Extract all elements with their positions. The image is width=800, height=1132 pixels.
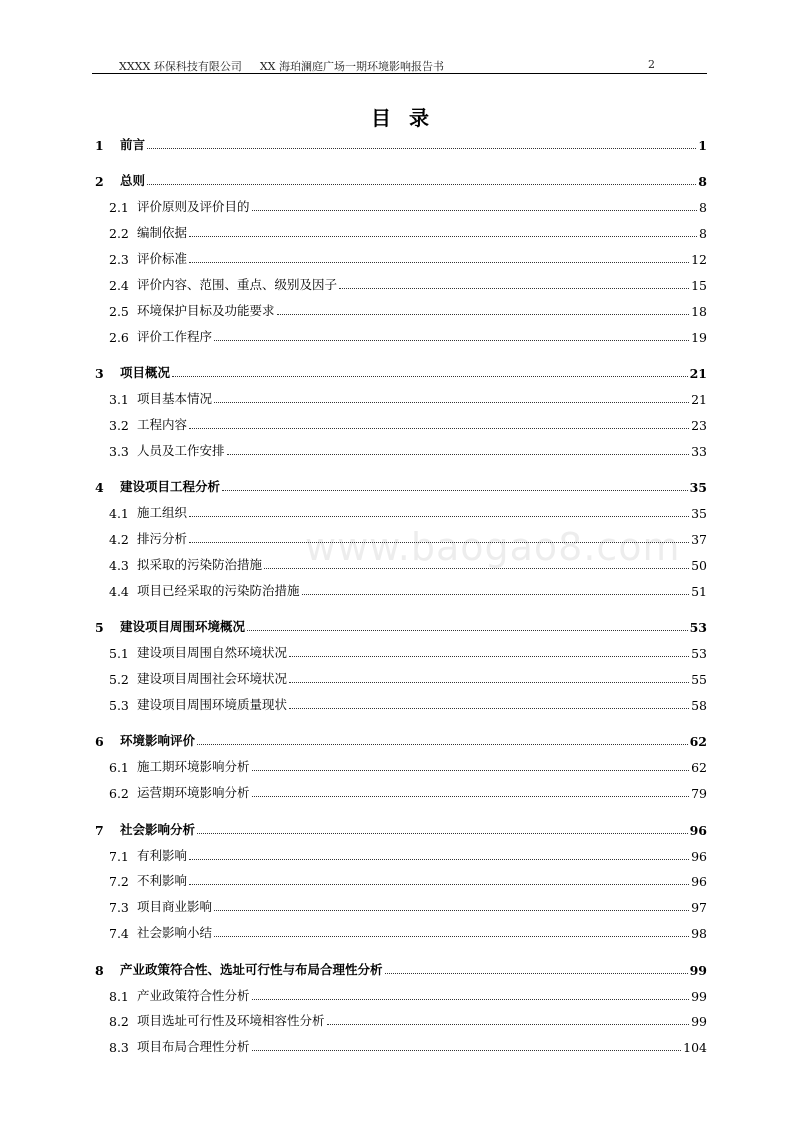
- toc-entry-number: 4.1: [109, 506, 129, 522]
- toc-entry-number: 2.3: [109, 252, 129, 268]
- toc-entry-number: 5.3: [109, 698, 129, 713]
- toc-entry-page: 96: [689, 822, 707, 838]
- toc-entry-number: 2.2: [109, 226, 129, 242]
- toc-leader-dots: [189, 261, 689, 263]
- toc-entry-page: 8: [698, 174, 707, 190]
- toc-entry-title: 建设项目周围自然环境状况: [137, 645, 288, 661]
- toc-entry-title: 评价原则及评价目的: [137, 199, 250, 215]
- toc-entry-page: 53: [689, 620, 707, 636]
- toc-entry-page: 62: [691, 760, 707, 776]
- toc-entry-title: 建设项目周围环境概况: [120, 619, 246, 635]
- toc-section-entry[interactable]: [92, 641, 707, 661]
- toc-entry-page: 33: [691, 443, 707, 459]
- toc-leader-dots: [189, 427, 689, 429]
- toc-entry-page: 8: [699, 200, 707, 216]
- toc-entry-page: 99: [689, 962, 707, 978]
- toc-leader-dots: [289, 707, 689, 709]
- toc-entry-title: 产业政策符合性分析: [137, 987, 250, 1003]
- toc-chapter-entry[interactable]: [92, 169, 707, 189]
- toc-entry-page: 12: [691, 252, 707, 268]
- toc-section-entry[interactable]: [92, 299, 707, 319]
- toc-entry-title: 编制依据: [137, 225, 188, 241]
- toc-entry-title: 环境影响评价: [120, 733, 196, 749]
- header-left: [119, 58, 444, 74]
- toc-entry-number: 4.4: [109, 583, 129, 599]
- toc-section-entry[interactable]: [92, 325, 707, 345]
- toc-entry-page: 1: [698, 138, 707, 153]
- toc-section-entry[interactable]: [92, 553, 707, 573]
- toc-leader-dots: [289, 655, 689, 657]
- toc-entry-title: 项目概况: [120, 365, 171, 381]
- toc-leader-dots: [385, 972, 688, 974]
- toc-section-entry[interactable]: [92, 781, 707, 801]
- toc-entry-page: 18: [691, 303, 707, 319]
- toc-leader-dots: [252, 795, 690, 797]
- toc-entry-page: 98: [691, 926, 707, 942]
- toc-section-entry[interactable]: [92, 221, 707, 241]
- toc-entry-page: 37: [691, 532, 707, 548]
- toc-section-entry[interactable]: [92, 579, 707, 599]
- toc-entry-title: 项目已经采取的污染防治措施: [137, 582, 300, 598]
- toc-entry-title: 施工期环境影响分析: [137, 759, 250, 775]
- toc-entry-number: 3.1: [109, 392, 129, 408]
- toc-section-entry[interactable]: [92, 755, 707, 775]
- toc-leader-dots: [214, 401, 689, 403]
- toc-entry-page: 35: [689, 480, 707, 496]
- toc-section-entry[interactable]: [92, 413, 707, 433]
- toc-entry-number: 2.4: [109, 278, 129, 293]
- toc-entry-page: 19: [691, 329, 707, 345]
- toc-entry-page: 50: [691, 558, 707, 573]
- toc-entry-number: 4: [95, 480, 104, 496]
- toc-chapter-entry[interactable]: [92, 361, 707, 381]
- toc-section-entry[interactable]: [92, 247, 707, 267]
- toc-entry-page: 58: [691, 698, 707, 713]
- toc-entry-page: 62: [689, 734, 707, 750]
- toc-leader-dots: [189, 235, 697, 237]
- toc-entry-number: 8: [95, 962, 104, 978]
- toc-entry-number: 1: [95, 138, 104, 153]
- toc-entry-number: 5.2: [109, 672, 129, 688]
- toc-section-entry[interactable]: [92, 667, 707, 687]
- toc-entry-title: 建设项目周围社会环境状况: [137, 671, 288, 687]
- toc-leader-dots: [189, 515, 689, 517]
- toc-chapter-entry[interactable]: [92, 958, 707, 978]
- toc-entry-title: 工程内容: [137, 417, 188, 432]
- toc-entry-page: 35: [691, 506, 707, 522]
- toc-section-entry[interactable]: [92, 693, 707, 713]
- toc-entry-title: 排污分析: [137, 531, 188, 547]
- toc-entry-page: 51: [691, 583, 707, 599]
- toc-entry-title: 有利影响: [137, 847, 188, 863]
- toc-leader-dots: [189, 883, 689, 885]
- toc-entry-page: 15: [691, 278, 707, 293]
- toc-entry-number: 6.2: [109, 786, 129, 802]
- toc-leader-dots: [252, 998, 690, 1000]
- toc-entry-number: 7.4: [109, 926, 129, 942]
- header-report-title: XX 海珀澜庭广场一期环境影响报告书: [259, 60, 444, 73]
- toc-entry-title: 前言: [120, 137, 146, 152]
- toc-entry-number: 4.3: [109, 558, 129, 573]
- toc-leader-dots: [214, 909, 689, 911]
- header-page-number: 2: [648, 58, 655, 71]
- toc-section-entry[interactable]: [92, 195, 707, 215]
- toc-section-entry[interactable]: [92, 273, 707, 293]
- toc-entry-page: 96: [691, 874, 707, 890]
- toc-entry-title: 不利影响: [137, 873, 188, 889]
- toc-leader-dots: [302, 593, 690, 595]
- toc-entry-title: 社会影响小结: [137, 925, 213, 941]
- toc-entry-title: 总则: [120, 173, 146, 189]
- toc-entry-number: 8.1: [109, 988, 129, 1004]
- toc-entry-number: 3: [95, 366, 104, 382]
- toc-entry-number: 7.2: [109, 874, 129, 890]
- toc-leader-dots: [227, 453, 690, 455]
- toc-section-entry[interactable]: [92, 527, 707, 547]
- toc-entry-number: 5: [95, 620, 104, 636]
- toc-entry-number: 2.5: [109, 303, 129, 319]
- toc-leader-dots: [197, 743, 688, 745]
- toc-entry-number: 2: [95, 174, 104, 190]
- toc-entry-number: 2.6: [109, 329, 129, 345]
- toc-entry-number: 2.1: [109, 200, 129, 216]
- toc-entry-title: 评价工作程序: [137, 328, 213, 344]
- toc-entry-page: 99: [691, 988, 707, 1004]
- watermark: www.baogao8.com: [305, 525, 681, 569]
- toc-leader-dots: [252, 209, 697, 211]
- toc-entry-title: 施工组织: [137, 505, 188, 521]
- toc-entry-number: 4.2: [109, 532, 129, 548]
- toc-entry-number: 7: [95, 822, 104, 838]
- toc-leader-dots: [264, 567, 689, 569]
- toc-section-entry[interactable]: [92, 984, 707, 1004]
- toc-title: 目录: [371, 106, 447, 130]
- toc-entry-page: 21: [689, 366, 707, 382]
- toc-leader-dots: [197, 832, 688, 834]
- toc-chapter-entry[interactable]: [92, 475, 707, 495]
- toc-leader-dots: [252, 1049, 682, 1051]
- toc-entry-number: 7.3: [109, 900, 129, 916]
- toc-entry-page: 104: [683, 1040, 707, 1056]
- toc-entry-page: 99: [691, 1014, 707, 1030]
- toc-entry-page: 21: [691, 392, 707, 408]
- toc-entry-page: 23: [691, 418, 707, 433]
- toc-entry-title: 项目选址可行性及环境相容性分析: [137, 1013, 325, 1029]
- toc-leader-dots: [252, 769, 690, 771]
- toc-section-entry[interactable]: [92, 921, 707, 941]
- toc-chapter-entry[interactable]: [92, 729, 707, 749]
- toc-entry-title: 人员及工作安排: [137, 442, 225, 458]
- toc-entry-title: 建设项目工程分析: [120, 479, 221, 495]
- header-company: XXXX 环保科技有限公司: [119, 60, 242, 73]
- toc-leader-dots: [339, 287, 689, 289]
- toc-leader-dots: [147, 183, 696, 185]
- toc-entry-title: 评价内容、范围、重点、级别及因子: [137, 277, 338, 292]
- toc-leader-dots: [289, 681, 689, 683]
- toc-entry-page: 79: [691, 786, 707, 802]
- toc-entry-number: 7.1: [109, 848, 129, 864]
- toc-entry-title: 产业政策符合性、选址可行性与布局合理性分析: [120, 961, 383, 977]
- page-header: [92, 56, 707, 74]
- toc-entry-title: 环境保护目标及功能要求: [137, 302, 275, 318]
- toc-entry-title: 项目布局合理性分析: [137, 1039, 250, 1055]
- toc-leader-dots: [277, 313, 690, 315]
- toc-entry-title: 运营期环境影响分析: [137, 785, 250, 801]
- toc-entry-number: 3.3: [109, 443, 129, 459]
- toc-leader-dots: [214, 339, 689, 341]
- toc-leader-dots: [189, 541, 689, 543]
- toc-entry-page: 8: [699, 226, 707, 242]
- toc-section-entry[interactable]: [92, 501, 707, 521]
- toc-leader-dots: [247, 629, 688, 631]
- toc-section-entry[interactable]: [92, 895, 707, 915]
- toc-entry-number: 3.2: [109, 418, 129, 433]
- toc-entry-number: 8.2: [109, 1014, 129, 1030]
- toc-leader-dots: [172, 375, 688, 377]
- toc-entry-number: 6: [95, 734, 104, 750]
- toc-leader-dots: [214, 935, 689, 937]
- toc-entry-title: 拟采取的污染防治措施: [137, 557, 263, 572]
- toc-leader-dots: [189, 858, 689, 860]
- toc-section-entry[interactable]: [92, 1035, 707, 1055]
- toc-entry-title: 项目基本情况: [137, 391, 213, 407]
- toc-section-entry[interactable]: [92, 387, 707, 407]
- toc-chapter-entry[interactable]: [92, 615, 707, 635]
- toc-entry-title: 社会影响分析: [120, 821, 196, 837]
- toc-entry-title: 建设项目周围环境质量现状: [137, 697, 288, 712]
- toc-leader-dots: [222, 489, 688, 491]
- toc-entry-page: 97: [691, 900, 707, 916]
- toc-chapter-entry[interactable]: [92, 133, 707, 153]
- toc-leader-dots: [327, 1023, 690, 1025]
- toc-entry-page: 53: [691, 646, 707, 662]
- toc-entry-number: 5.1: [109, 646, 129, 662]
- toc-entry-title: 评价标准: [137, 251, 188, 267]
- toc-section-entry[interactable]: [92, 869, 707, 889]
- toc-leader-dots: [147, 147, 696, 149]
- toc-entry-number: 8.3: [109, 1040, 129, 1056]
- toc-section-entry[interactable]: [92, 844, 707, 864]
- toc-chapter-entry[interactable]: [92, 818, 707, 838]
- toc-section-entry[interactable]: [92, 439, 707, 459]
- toc-section-entry[interactable]: [92, 1009, 707, 1029]
- toc-entry-page: 55: [691, 672, 707, 688]
- toc-entry-page: 96: [691, 848, 707, 864]
- toc-entry-number: 6.1: [109, 760, 129, 776]
- toc-entry-title: 项目商业影响: [137, 899, 213, 915]
